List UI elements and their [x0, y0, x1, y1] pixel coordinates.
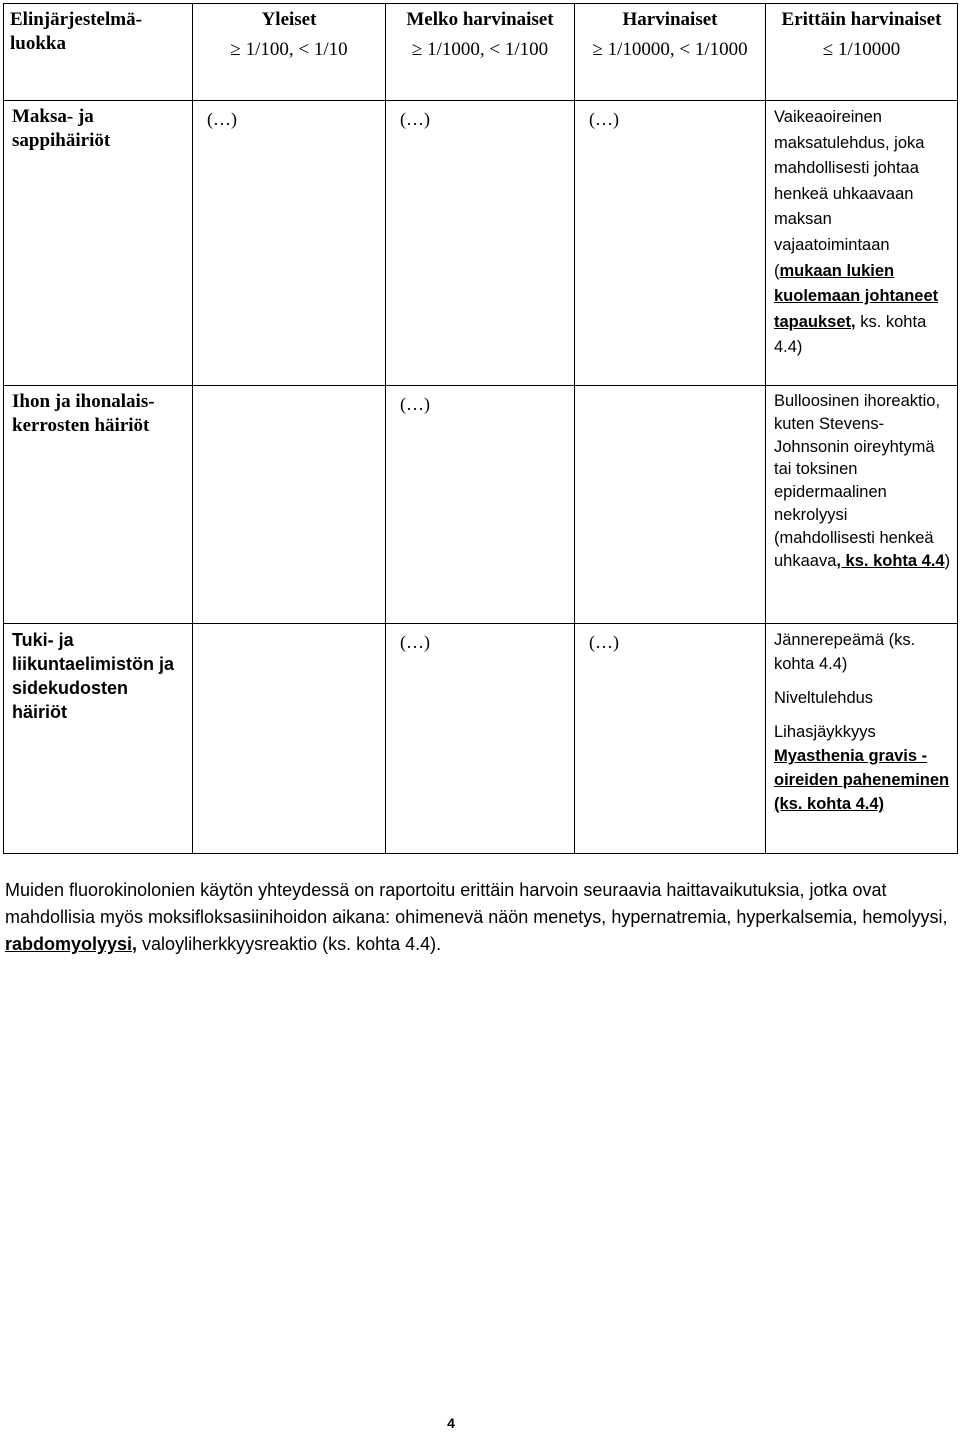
header-common-title: Yleiset — [261, 9, 317, 30]
note-text-end: valoyliherkkyysreaktio (ks. kohta 4.4). — [137, 934, 442, 954]
skin-uncommon-ellipsis: (…) — [400, 394, 430, 414]
note-rhabdomyolysis: rabdomyolyysi, — [5, 934, 138, 954]
skin-common-cell — [193, 386, 386, 624]
liver-common-ellipsis: (…) — [207, 109, 237, 129]
liver-very-rare-highlight: mukaan lukien kuolemaan johtaneet tapaukset, — [774, 261, 939, 331]
soc-skin-label: Ihon ja ihonalais-kerrosten häiriöt — [12, 391, 155, 436]
header-very-rare-title: Erittäin harvinaiset — [781, 9, 942, 30]
note-text: Muiden fluorokinolonien käytön yhteydessä on raportoitu erittäin harvoin seuraavia haittavaikutuksia, jotka ovat mahdollisia myös moksifloksasiinihoidon aikana: ohimenevä näön menetys, hypernatremia, hyperkalsemia, hemolyysi, — [5, 880, 948, 927]
header-rare — [575, 4, 766, 101]
musc-tendon-rupture: Jännerepeämä (ks. kohta 4.4) — [774, 631, 916, 673]
soc-musculoskeletal — [4, 624, 193, 854]
skin-very-rare-end: ) — [944, 551, 951, 570]
soc-liver — [4, 101, 193, 386]
liver-uncommon-cell — [386, 101, 575, 386]
header-uncommon-frequency: ≥ 1/1000, < 1/100 — [411, 39, 549, 60]
soc-musculoskeletal-label: Tuki- ja liikuntaelimistön ja sidekudosten häiriöt — [12, 630, 175, 722]
header-very-rare — [766, 4, 958, 101]
musc-very-rare-cell — [766, 624, 958, 854]
liver-uncommon-ellipsis: (…) — [400, 109, 430, 129]
fluoroquinolone-note — [5, 877, 955, 958]
musc-rare-ellipsis: (…) — [589, 632, 619, 652]
soc-skin — [4, 386, 193, 624]
musc-arthritis: Niveltulehdus — [774, 689, 874, 707]
header-soc-label: Elinjärjestelmä-luokka — [10, 9, 142, 54]
musc-common-cell — [193, 624, 386, 854]
liver-very-rare-cell — [766, 101, 958, 386]
header-soc — [4, 4, 193, 101]
header-uncommon-title: Melko harvinaiset — [406, 9, 554, 30]
skin-rare-cell — [575, 386, 766, 624]
musc-rare-cell — [575, 624, 766, 854]
skin-very-rare-text: Bulloosinen ihoreaktio, kuten Stevens-Johnsonin oireyhtymä tai toksinen epidermaalinen nekrolyysi (mahdollisesti henkeä uhkaava — [774, 392, 941, 570]
header-rare-frequency: ≥ 1/10000, < 1/1000 — [592, 39, 748, 60]
liver-common-cell — [193, 101, 386, 386]
musc-myasthenia: Myasthenia gravis -oireiden paheneminen (ks. kohta 4.4) — [774, 747, 950, 813]
skin-uncommon-cell — [386, 386, 575, 624]
skin-very-rare-highlight: , ks. kohta 4.4 — [836, 551, 945, 570]
liver-rare-cell — [575, 101, 766, 386]
musc-uncommon-ellipsis: (…) — [400, 632, 430, 652]
table-row-liver — [4, 101, 958, 386]
page-number: 4 — [447, 1415, 455, 1431]
liver-very-rare-ref: ks. kohta 4.4) — [774, 312, 927, 357]
skin-very-rare-cell — [766, 386, 958, 624]
musc-uncommon-cell — [386, 624, 575, 854]
header-common-frequency: ≥ 1/100, < 1/10 — [230, 39, 348, 60]
liver-very-rare-text: Vaikeaoireinen maksatulehdus, joka mahdollisesti johtaa henkeä uhkaavaan maksan vajaatoimintaan ( — [774, 108, 925, 280]
table-row-skin — [4, 386, 958, 624]
header-common — [193, 4, 386, 101]
liver-rare-ellipsis: (…) — [589, 109, 619, 129]
adverse-effects-table — [3, 3, 958, 854]
header-very-rare-frequency: ≤ 1/10000 — [822, 39, 901, 60]
table-row-musculoskeletal — [4, 624, 958, 854]
musc-rigidity: Lihasjäykkyys — [774, 723, 876, 741]
header-uncommon — [386, 4, 575, 101]
soc-liver-label: Maksa- ja sappihäiriöt — [12, 106, 111, 151]
header-rare-title: Harvinaiset — [622, 9, 718, 30]
table-header-row — [4, 4, 958, 101]
